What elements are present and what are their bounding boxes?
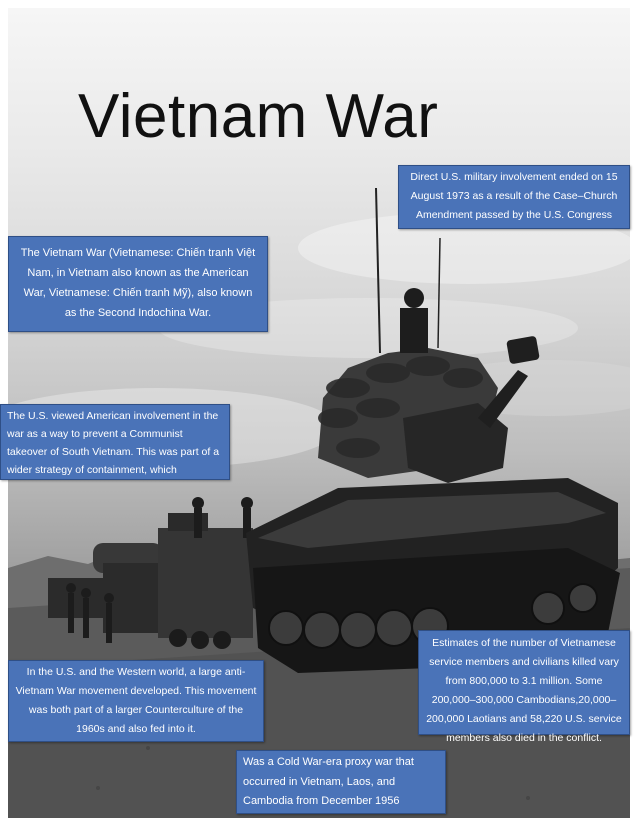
- page-title: Vietnam War: [78, 82, 439, 151]
- intro-callout: The Vietnam War (Vietnamese: Chiến tranh Việt Nam, in Vietnam also known as the American War, Vietnamese: Chiến tranh Mỹ), also known as the Second Indochina War.: [8, 236, 268, 332]
- antiwar-callout: In the U.S. and the Western world, a large anti-Vietnam War movement developed. This movement was both part of a larger Counterculture of the 1960s and also fed into it.: [8, 660, 264, 742]
- containment-callout: The U.S. viewed American involvement in the war as a way to prevent a Communist takeover of South Vietnam. This was part of a wider strategy of containment, which: [0, 404, 230, 480]
- casualties-callout: Estimates of the number of Vietnamese service members and civilians killed vary from 800,000 to 3.1 million. Some 200,000–300,000 Cambodians,20,000–200,000 Laotians and 58,220 U.S. service members also died in the conflict.: [418, 630, 630, 735]
- involvement-ended-callout: Direct U.S. military involvement ended on 15 August 1973 as a result of the Case–Church Amendment passed by the U.S. Congress: [398, 165, 630, 229]
- proxy-war-callout: Was a Cold War-era proxy war that occurred in Vietnam, Laos, and Cambodia from December 1956: [236, 750, 446, 814]
